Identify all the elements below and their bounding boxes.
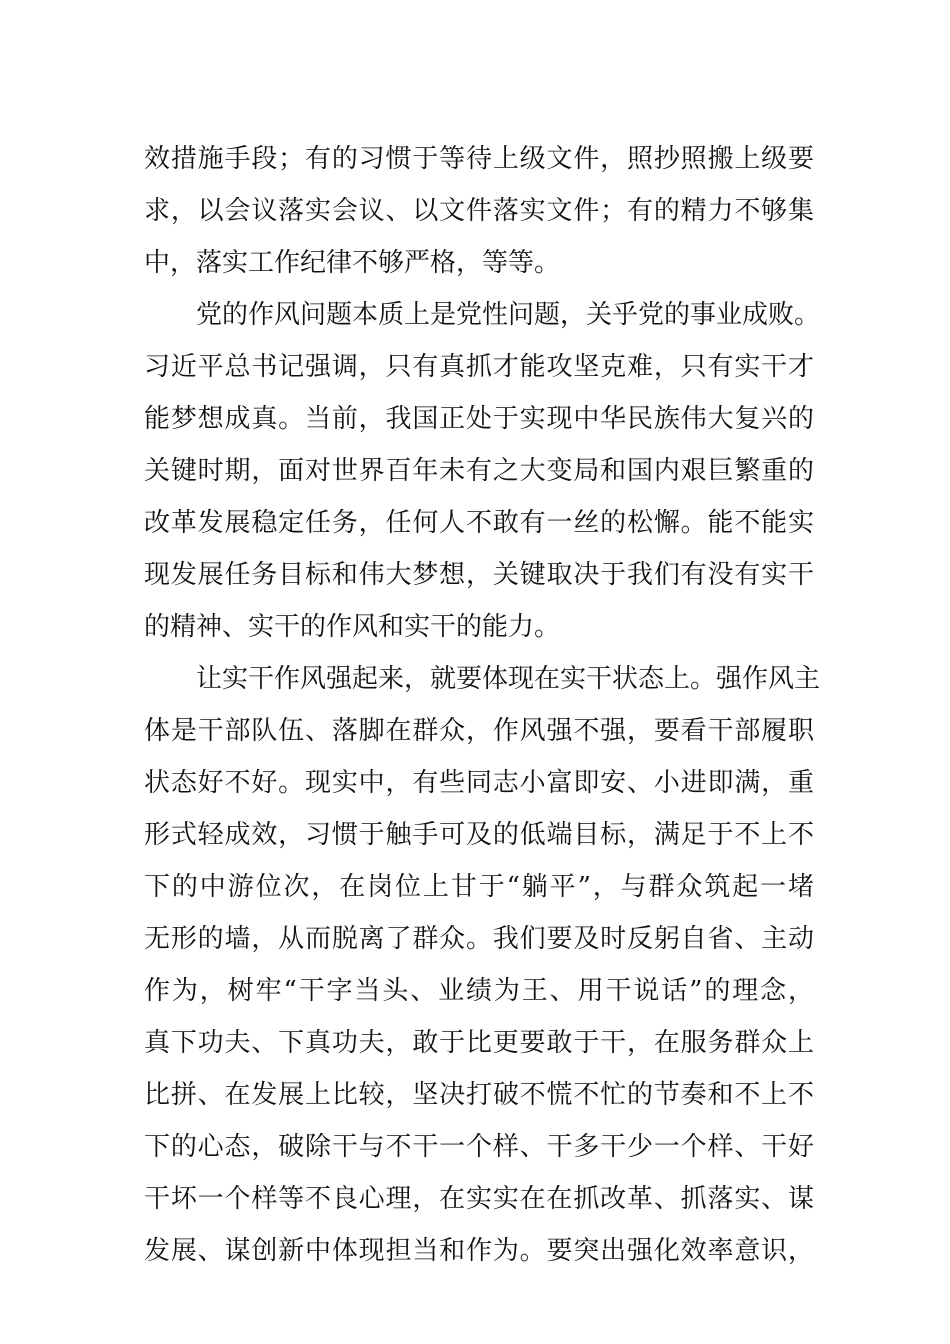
text-line: 体是干部队伍、落脚在群众，作风强不强，要看干部履职 bbox=[144, 716, 814, 746]
text-line: 党的作风问题本质上是党性问题，关乎党的事业成败。 bbox=[144, 300, 821, 330]
text-line: 形式轻成效，习惯于触手可及的低端目标，满足于不上不 bbox=[144, 820, 814, 850]
text-line: 下的中游位次，在岗位上甘于“躺平”，与群众筑起一堵 bbox=[144, 872, 814, 902]
text-line: 干坏一个样等不良心理，在实实在在抓改革、抓落实、谋 bbox=[144, 1184, 814, 1214]
text-line: 作为，树牢“干字当头、业绩为王、用干说话”的理念， bbox=[144, 976, 814, 1006]
text-line: 习近平总书记强调，只有真抓才能攻坚克难，只有实干才 bbox=[144, 352, 814, 382]
text-line: 中，落实工作纪律不够严格，等等。 bbox=[144, 248, 561, 278]
text-line: 比拼、在发展上比较，坚决打破不慌不忙的节奏和不上不 bbox=[144, 1080, 814, 1110]
text-line: 无形的墙，从而脱离了群众。我们要及时反躬自省、主动 bbox=[144, 924, 814, 954]
text-line: 状态好不好。现实中，有些同志小富即安、小进即满，重 bbox=[144, 768, 814, 798]
text-line: 真下功夫、下真功夫，敢于比更要敢于干，在服务群众上 bbox=[144, 1028, 814, 1058]
text-line: 让实干作风强起来，就要体现在实干状态上。强作风主 bbox=[144, 664, 821, 694]
text-line: 改革发展稳定任务，任何人不敢有一丝的松懈。能不能实 bbox=[144, 508, 814, 538]
text-line: 的精神、实干的作风和实干的能力。 bbox=[144, 612, 561, 642]
text-line: 能梦想成真。当前，我国正处于实现中华民族伟大复兴的 bbox=[144, 404, 814, 434]
text-line: 求，以会议落实会议、以文件落实文件；有的精力不够集 bbox=[144, 196, 814, 226]
text-line: 发展、谋创新中体现担当和作为。要突出强化效率意识， bbox=[144, 1236, 814, 1266]
body-text bbox=[144, 133, 821, 1277]
text-line: 下的心态，破除干与不干一个样、干多干少一个样、干好 bbox=[144, 1132, 814, 1162]
text-line: 效措施手段；有的习惯于等待上级文件，照抄照搬上级要 bbox=[144, 144, 814, 174]
text-line: 现发展任务目标和伟大梦想，关键取决于我们有没有实干 bbox=[144, 560, 814, 590]
text-line: 关键时期，面对世界百年未有之大变局和国内艰巨繁重的 bbox=[144, 456, 814, 486]
